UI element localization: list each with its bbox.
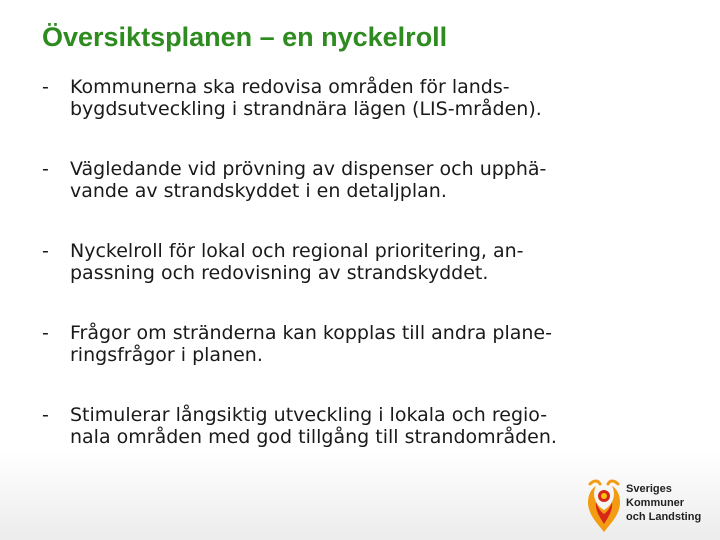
- bullet-line: ringsfrågor i planen.: [70, 344, 263, 366]
- bullet-item: [42, 404, 702, 448]
- bullet-item: [42, 158, 702, 202]
- bullet-item: [42, 76, 702, 120]
- logo-line: och Landsting: [626, 511, 702, 523]
- bullet-line: Nyckelroll för lokal och regional prioritering, an-: [70, 240, 524, 262]
- bullet-dash: -: [42, 322, 49, 344]
- bullet-list: [42, 76, 702, 486]
- bullet-line: nala områden med god tillgång till strandområden.: [70, 426, 557, 448]
- bullet-item: [42, 322, 702, 366]
- bullet-line: Vägledande vid prövning av dispenser och upphä-: [70, 158, 547, 180]
- bullet-item: [42, 240, 702, 284]
- logo-line: Kommuner: [626, 497, 685, 509]
- bullet-dash: -: [42, 76, 49, 98]
- bullet-line: Kommunerna ska redovisa områden för lands-: [70, 76, 510, 98]
- bullet-line: Stimulerar långsiktig utveckling i lokala och regio-: [70, 404, 548, 426]
- skl-logo-text: [626, 482, 701, 524]
- bullet-dash: -: [42, 404, 49, 426]
- bullet-line: bygdsutveckling i strandnära lägen (LIS-mråden).: [70, 98, 542, 120]
- bullet-line: passning och redovisning av strandskyddet.: [70, 262, 489, 284]
- logo-line: Sveriges: [626, 483, 672, 495]
- skl-logo: [582, 474, 712, 534]
- skl-figure-logo-icon: [582, 474, 626, 534]
- bullet-dash: -: [42, 240, 49, 262]
- slide-title: Översiktsplanen – en nyckelroll: [42, 22, 448, 52]
- bullet-line: vande av strandskyddet i en detaljplan.: [70, 180, 447, 202]
- bullet-dash: -: [42, 158, 49, 180]
- bullet-line: Frågor om stränderna kan kopplas till andra plane-: [70, 322, 552, 344]
